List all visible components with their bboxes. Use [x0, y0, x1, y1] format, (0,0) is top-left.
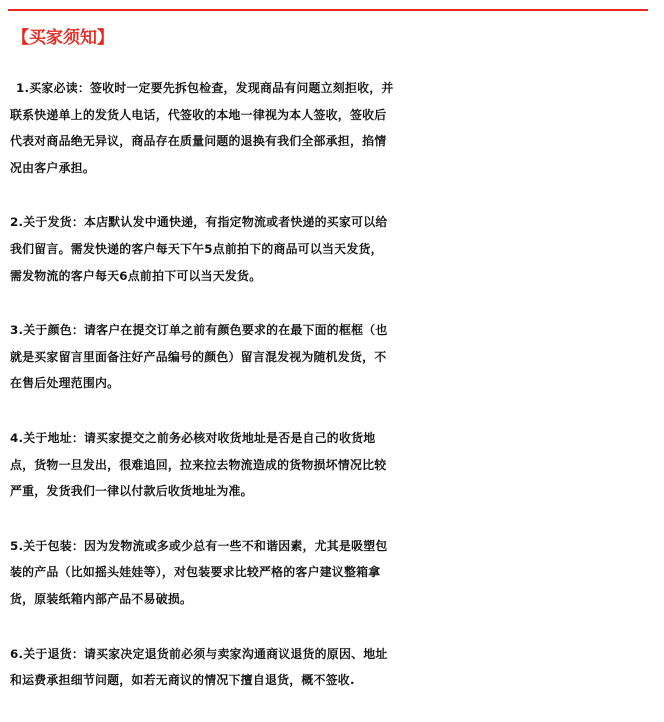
notice-line: 装的产品（比如摇头娃娃等），对包装要求比较严格的客户建议整箱拿: [10, 565, 381, 580]
notice-line: 货，原装纸箱内部产品不易破损。: [10, 591, 193, 606]
notice-line: 2.关于发货：本店默认发中通快递，有指定物流或者快递的买家可以给: [10, 215, 388, 230]
notice-line: 联系快递单上的发货人电话，代签收的本地一律视为本人签收，签收后: [10, 107, 387, 122]
notice-items: [10, 75, 650, 722]
notice-line: 3.关于颜色：请客户在提交订单之前有颜色要求的在最下面的框框（也: [10, 323, 388, 338]
notice-item-5: [10, 533, 650, 613]
notice-line: 严重，发货我们一律以付款后收货地址为准。: [10, 484, 253, 499]
notice-line: 况由客户承担。: [10, 160, 95, 175]
notice-line: 我们留言。需发快递的客户每天下午5点前拍下的商品可以当天发货，: [10, 241, 383, 256]
notice-title: 【买家须知】: [12, 28, 114, 48]
notice-line: 需发物流的客户每天6点前拍下可以当天发货。: [10, 268, 262, 283]
notice-item-2: [10, 209, 650, 289]
notice-line: 1.买家必读：签收时一定要先拆包检查，发现商品有问题立刻拒收，并: [16, 81, 394, 95]
notice-line: 4.关于地址：请买家提交之前务必核对收货地址是否是自己的收货地: [10, 430, 376, 445]
notice-line: 5.关于包装：因为发物流或多或少总有一些不和谐因素，尤其是吸塑包: [10, 538, 388, 553]
notice-item-6: [10, 641, 650, 694]
notice-item-3: [10, 317, 650, 397]
notice-line: 在售后处理范围内。: [10, 376, 120, 391]
top-divider: [8, 9, 648, 11]
notice-item-4: [10, 425, 650, 505]
notice-line: 点，货物一旦发出，很难追回，拉来拉去物流造成的货物损坏情况比较: [10, 457, 387, 472]
notice-line: 6.关于退货：请买家决定退货前必须与卖家沟通商议退货的原因、地址: [10, 646, 388, 661]
notice-line: 和运费承担细节问题，如若无商议的情况下擅自退货，概不签收.: [10, 673, 355, 688]
notice-line: 代表对商品绝无异议，商品存在质量问题的退换有我们全部承担，掐情: [10, 134, 387, 149]
notice-item-1: [10, 75, 650, 181]
notice-line: 就是买家留言里面备注好产品编号的颜色）留言混发视为随机发货，不: [10, 349, 387, 364]
